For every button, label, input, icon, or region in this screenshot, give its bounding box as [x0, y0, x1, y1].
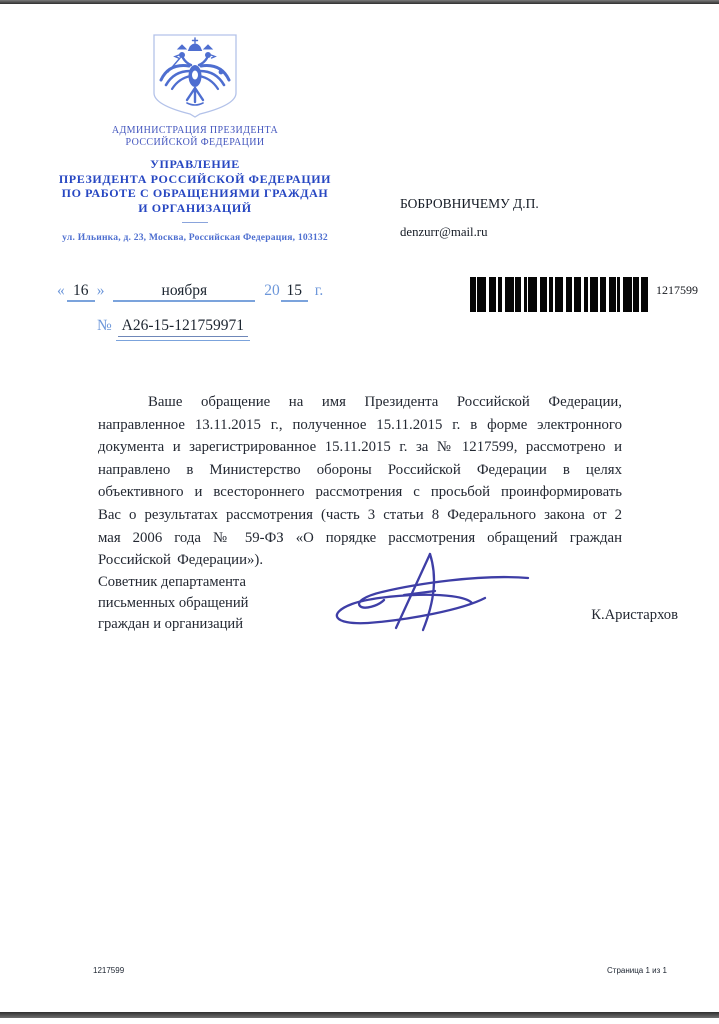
- recipient-email: denzurr@mail.ru: [400, 225, 488, 239]
- signer-position-line: граждан и организаций: [98, 616, 244, 632]
- parent-organization-name: [20, 125, 370, 148]
- open-quote: «: [57, 282, 65, 299]
- number-sign: №: [97, 317, 112, 334]
- reference-number: А26-15-121759971: [118, 317, 248, 337]
- reference-line: [97, 317, 250, 341]
- letterhead: [20, 30, 370, 243]
- recipient-block: [400, 196, 539, 240]
- letterhead-divider: [182, 222, 208, 223]
- department-name: [20, 157, 370, 215]
- page-top-edge: [0, 0, 719, 4]
- footer-page-indicator: Страница 1 из 1: [607, 966, 667, 975]
- department-line: УПРАВЛЕНИЕ: [150, 157, 240, 171]
- signer-name: К.Аристархов: [591, 607, 678, 623]
- barcode: [470, 277, 648, 312]
- barcode-number: 1217599: [656, 283, 698, 297]
- close-quote: »: [96, 282, 105, 299]
- department-line: ПО РАБОТЕ С ОБРАЩЕНИЯМИ ГРАЖДАН: [61, 186, 329, 201]
- date-line: [57, 282, 323, 302]
- page-bottom-edge: [0, 1012, 719, 1018]
- department-line: ПРЕЗИДЕНТА РОССИЙСКОЙ ФЕДЕРАЦИИ: [58, 171, 332, 186]
- parent-org-line: РОССИЙСКОЙ ФЕДЕРАЦИИ: [125, 136, 265, 148]
- date-day: 16: [67, 282, 95, 302]
- department-line: И ОРГАНИЗАЦИЙ: [138, 200, 252, 215]
- date-month: ноября: [161, 282, 208, 299]
- parent-org-line: АДМИНИСТРАЦИЯ ПРЕЗИДЕНТА: [111, 125, 279, 136]
- date-year: 15: [281, 282, 308, 302]
- date-century: 20: [264, 282, 280, 299]
- letterhead-address: ул. Ильинка, д. 23, Москва, Российская Федерация, 103132: [62, 232, 328, 244]
- signer-position-line: письменных обращений: [98, 595, 249, 611]
- recipient-name: БОБРОВНИЧЕМУ Д.П.: [400, 196, 539, 211]
- signer-position-line: Советник департамента: [98, 574, 246, 590]
- footer-document-id: 1217599: [93, 966, 125, 975]
- handwritten-signature: [320, 548, 550, 636]
- coat-of-arms-icon: [149, 30, 241, 120]
- signer-position: [98, 572, 248, 635]
- date-era: г.: [314, 282, 324, 299]
- letter-body-paragraph: Ваше обращение на имя Президента Российской Федерации, направленное 13.11.2015 г., полученное 15.11.2015 г. в форме электронного документа и зарегистрированное 15.11.2015 г. за № 1217599, рассмотрено и направлено в Министерство обороны Российской Федерации в целях объективного и всестороннего рассмотрения с просьбой проинформировать Вас о результатах рассмотрения (часть 3 статьи 8 Федерального закона от 2 мая 2006 года № 59-ФЗ «О порядке рассмотрения обращений граждан Российской Федерации»).: [98, 394, 622, 569]
